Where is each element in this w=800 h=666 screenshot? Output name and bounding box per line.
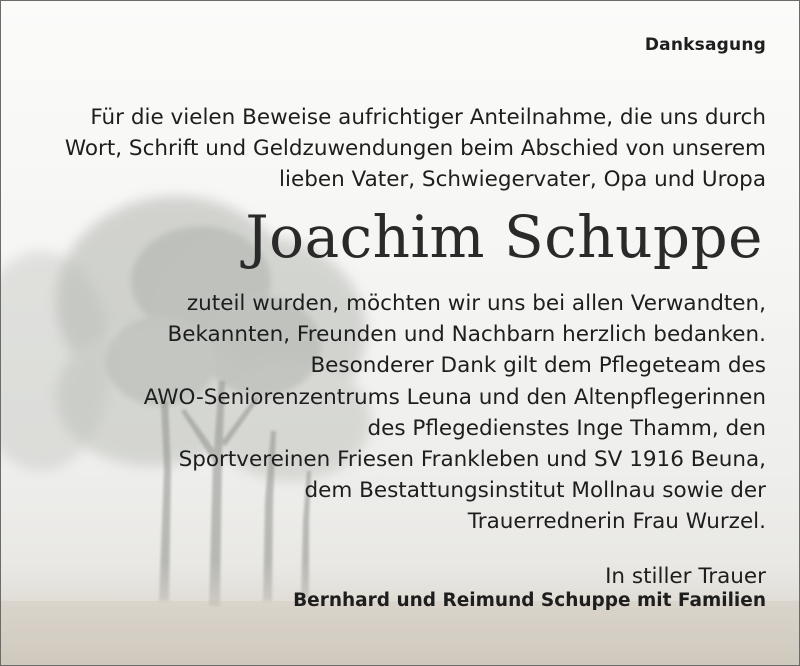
thanks-line: Besonderer Dank gilt dem Pflegeteam des (310, 353, 766, 379)
thanks-line: dem Bestattungsinstitut Mollnau sowie der (304, 478, 766, 504)
intro-line: lieben Vater, Schwiegervater, Opa und Uropa (279, 167, 766, 192)
intro-paragraph (65, 102, 766, 195)
intro-line: Für die vielen Beweise aufrichtiger Anteilnahme, die uns durch (90, 105, 766, 130)
thanks-line: AWO-Seniorenzentrums Leuna und den Altenpflegerinnen (143, 384, 766, 410)
thanks-line: Sportvereinen Friesen Frankleben und SV 1916 Beuna, (178, 447, 766, 473)
thanks-line: Bekannten, Freunden und Nachbarn herzlich bedanken. (167, 322, 766, 348)
intro-line: Wort, Schrift und Geldzuwendungen beim Abschied von unserem (64, 136, 766, 161)
thanks-line: zuteil wurden, möchten wir uns bei allen Verwandten, (186, 291, 766, 316)
deceased-name: Joachim Schuppe (245, 203, 763, 271)
thanks-paragraph (144, 288, 766, 538)
signature: Bernhard und Reimund Schuppe mit Familien (293, 590, 766, 611)
thanks-line: Trauerrednerin Frau Wurzel. (467, 509, 766, 535)
notice-heading: Danksagung (644, 35, 766, 55)
thanks-line: des Pflegedienstes Inge Thamm, den (367, 415, 766, 441)
closing-phrase: In stiller Trauer (605, 564, 766, 589)
